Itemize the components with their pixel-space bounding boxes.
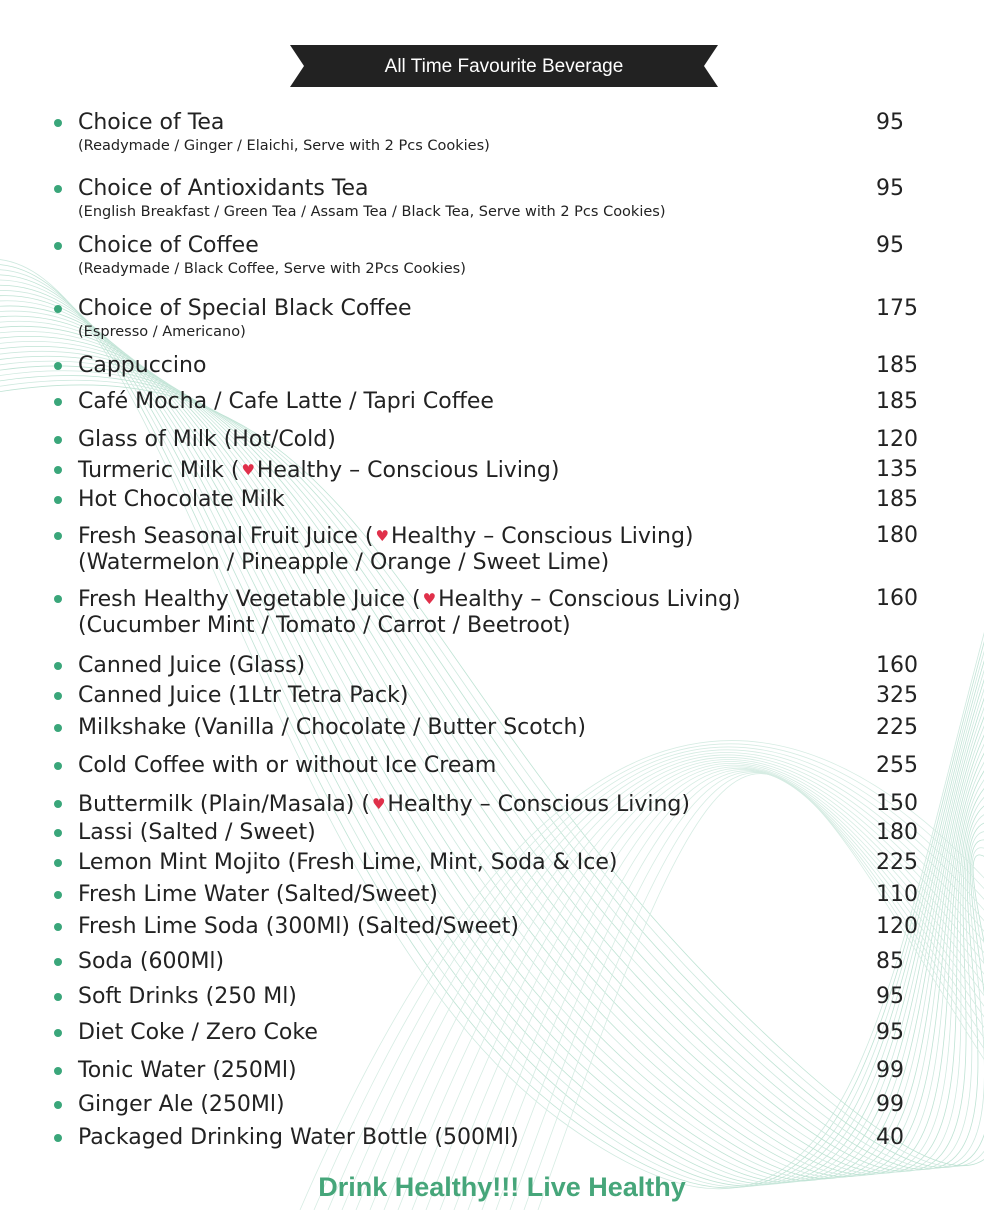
item-price: 85 [876,949,904,974]
section-title: All Time Favourite Beverage [384,56,624,77]
item-price: 95 [876,176,904,201]
item-price: 95 [876,1020,904,1045]
item-name-text: Buttermilk (Plain/Masala) ( [78,792,370,817]
bullet-icon [54,891,62,899]
bullet-icon [54,398,62,406]
bullet-icon [54,662,62,670]
item-name [78,850,617,876]
item-name-text: Diet Coke / Zero Coke [78,1020,318,1045]
item-name [78,427,336,453]
bullet-icon [54,436,62,444]
bullet-icon [54,692,62,700]
item-name-text: Lemon Mint Mojito (Fresh Lime, Mint, Soda & Ice) [78,850,618,875]
bullet-icon [54,724,62,732]
item-price: 160 [876,653,918,678]
item-name-text: Choice of Coffee [78,233,259,258]
item-name [78,1125,519,1151]
item-price: 325 [876,683,918,708]
item-name [78,487,285,513]
item-price: 225 [876,715,918,740]
item-name-text: Glass of Milk (Hot/Cold) [78,427,336,452]
item-price: 180 [876,820,918,845]
item-name-text: Soda (600Ml) [78,949,225,974]
item-detail: (Readymade / Black Coffee, Serve with 2Pcs Cookies) [78,261,466,277]
item-price: 95 [876,984,904,1009]
item-name-text: Fresh Lime Water (Salted/Sweet) [78,882,438,907]
item-price: 160 [876,586,918,611]
item-name [78,523,694,550]
item-name-text: Turmeric Milk ( [78,458,240,483]
bullet-icon [54,829,62,837]
item-name-text: Fresh Seasonal Fruit Juice ( [78,524,374,549]
heart-icon: ♥ [241,461,255,479]
bullet-icon [54,185,62,193]
item-price: 150 [876,791,918,816]
bullet-icon [54,800,62,808]
item-name [78,296,412,322]
healthy-label: Healthy – Conscious Living) [256,458,560,483]
bullet-icon [54,242,62,250]
item-name-text: Choice of Antioxidants Tea [78,176,369,201]
healthy-label: Healthy – Conscious Living) [387,792,690,817]
item-name [78,1092,285,1118]
item-options: (Watermelon / Pineapple / Orange / Sweet Lime) [78,550,610,575]
item-price: 255 [876,753,918,778]
heart-icon: ♥ [375,527,389,545]
item-name [78,683,408,709]
item-name-text: Milkshake (Vanilla / Chocolate / Butter Scotch) [78,715,586,740]
item-name-text: Fresh Healthy Vegetable Juice ( [78,587,421,612]
healthy-label: Healthy – Conscious Living) [390,524,694,549]
bullet-icon [54,1029,62,1037]
bullet-icon [54,1134,62,1142]
item-name [78,791,690,818]
item-name [78,586,741,613]
bullet-icon [54,958,62,966]
item-name-text: Choice of Special Black Coffee [78,296,412,321]
bullet-icon [54,993,62,1001]
bullet-icon [54,362,62,370]
healthy-label: Healthy – Conscious Living) [438,587,741,612]
bullet-icon [54,595,62,603]
item-price: 40 [876,1125,904,1150]
item-detail: (English Breakfast / Green Tea / Assam Tea / Black Tea, Serve with 2 Pcs Cookies) [78,204,666,220]
bullet-icon [54,496,62,504]
item-name-text: Canned Juice (Glass) [78,653,306,678]
item-name-text: Tonic Water (250Ml) [78,1058,297,1083]
item-detail: (Espresso / Americano) [78,324,246,340]
item-name [78,176,369,202]
bullet-icon [54,859,62,867]
item-name-text: Fresh Lime Soda (300Ml) (Salted/Sweet) [78,914,519,939]
item-price: 185 [876,487,918,512]
item-price: 185 [876,389,918,414]
item-name-text: Choice of Tea [78,110,225,135]
item-price: 135 [876,457,918,482]
bullet-icon [54,305,62,313]
item-name [78,882,438,908]
bullet-icon [54,762,62,770]
item-price: 110 [876,882,918,907]
section-banner [290,45,718,87]
bullet-icon [54,1067,62,1075]
item-name [78,949,224,975]
heart-icon: ♥ [422,590,437,608]
item-price: 95 [876,110,904,135]
item-name-text: Hot Chocolate Milk [78,487,285,512]
item-name [78,914,519,940]
item-name-text: Packaged Drinking Water Bottle (500Ml) [78,1125,519,1150]
item-price: 99 [876,1058,904,1083]
bullet-icon [54,119,62,127]
item-name [78,715,586,741]
item-name [78,233,259,259]
item-name-text: Cappuccino [78,353,207,378]
item-name [78,753,496,779]
item-name [78,1020,318,1046]
bullet-icon [54,466,62,474]
item-name [78,653,305,679]
item-name-text: Ginger Ale (250Ml) [78,1092,285,1117]
item-price: 180 [876,523,918,548]
heart-icon: ♥ [371,795,386,813]
item-name [78,389,494,415]
item-name-text: Café Mocha / Cafe Latte / Tapri Coffee [78,389,494,414]
item-price: 185 [876,353,918,378]
footer-slogan: Drink Healthy!!! Live Healthy [318,1172,686,1202]
item-name [78,820,316,846]
bullet-icon [54,532,62,540]
item-price: 175 [876,296,918,321]
item-name [78,110,224,136]
item-price: 99 [876,1092,904,1117]
item-price: 95 [876,233,904,258]
item-name-text: Canned Juice (1Ltr Tetra Pack) [78,683,409,708]
item-name [78,1058,297,1084]
bullet-icon [54,1101,62,1109]
item-price: 225 [876,850,918,875]
item-name-text: Soft Drinks (250 Ml) [78,984,297,1009]
item-name [78,984,297,1010]
item-price: 120 [876,914,918,939]
item-price: 120 [876,427,918,452]
item-name-text: Lassi (Salted / Sweet) [78,820,316,845]
item-name [78,353,206,379]
bullet-icon [54,923,62,931]
item-name-text: Cold Coffee with or without Ice Cream [78,753,497,778]
item-name [78,457,559,484]
item-options: (Cucumber Mint / Tomato / Carrot / Beetroot) [78,613,571,638]
item-detail: (Readymade / Ginger / Elaichi, Serve with 2 Pcs Cookies) [78,138,490,154]
